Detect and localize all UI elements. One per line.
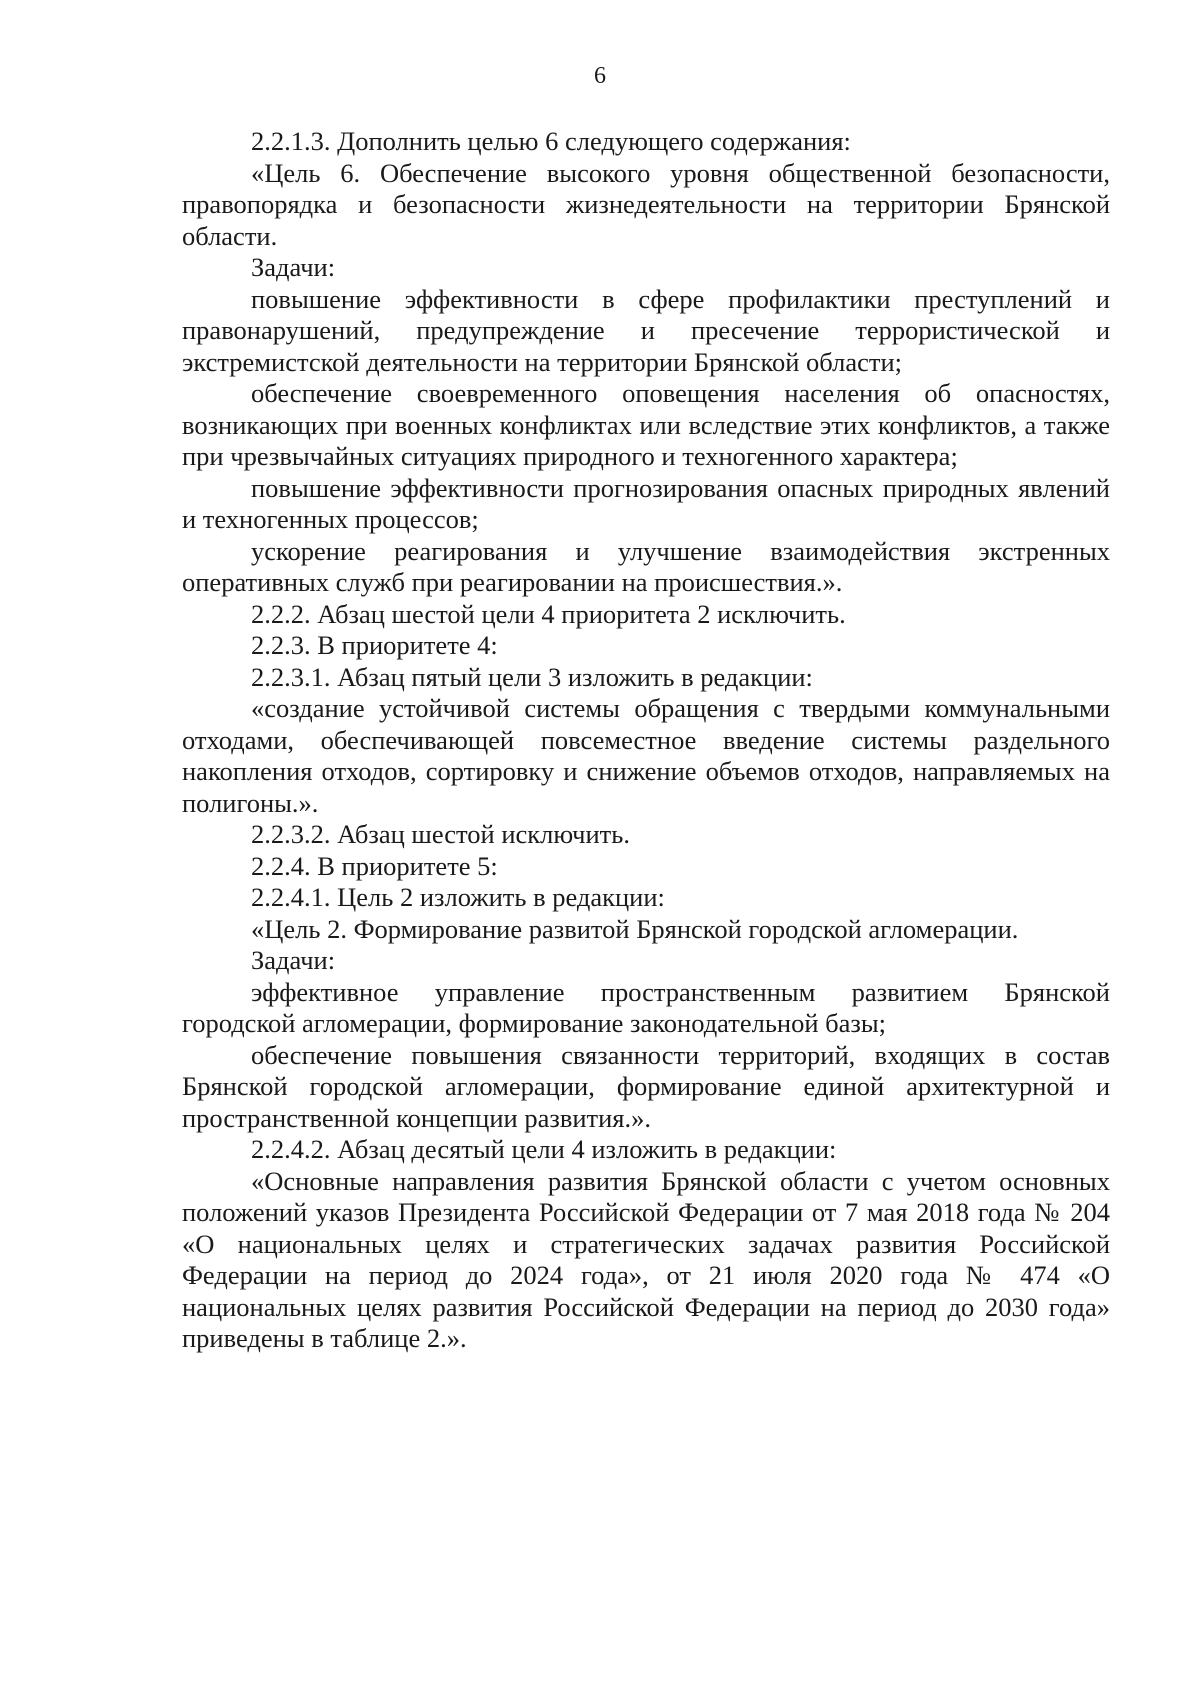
paragraph-tasks-heading: Задачи:	[251, 252, 336, 282]
paragraph-development-directions: «Основные направления развития Брянской области с учетом основных положений указов Президента Российской Федерации от 7 мая 2018 года № 204 «О национальных целях и стратегических задачах развития Российской Федерации на период до 2024 года», от 21 июля 2020 года № 474 «О национальных целях развития Российской Федерации на период до 2030 года» приведены в таблице 2.».	[182, 1165, 1110, 1353]
paragraph-goal-2: «Цель 2. Формирование развитой Брянской городской агломерации.	[251, 913, 1019, 944]
paragraph-2-2-4-2: 2.2.4.2. Абзац десятый цели 4 изложить в редакции:	[251, 1134, 837, 1164]
paragraph-2-2-3-2: 2.2.3.2. Абзац шестой исключить.	[251, 819, 630, 849]
paragraph-waste-system: «создание устойчивой системы обращения с твердыми коммунальными отходами, обеспечивающей повсеместное введение системы раздельного накопления отходов, сортировку и снижение объемов отходов, направляемых на полигоны.».	[182, 693, 1110, 818]
paragraph-goal-6: «Цель 6. Обеспечение высокого уровня общественной безопасности, правопорядка и безопасности жизнедеятельности на территории Брянской области.	[182, 157, 1110, 251]
paragraph-task-spatial-management: эффективное управление пространственным развитием Брянской городской агломерации, формирование законодательной базы;	[182, 976, 1110, 1038]
paragraph-2-2-4: 2.2.4. В приоритете 5:	[251, 850, 498, 881]
paragraph-2-2-2: 2.2.2. Абзац шестой цели 4 приоритета 2 исключить.	[251, 598, 846, 629]
paragraph-2-2-3: 2.2.3. В приоритете 4:	[251, 630, 498, 660]
paragraph-task-crime-prevention: повышение эффективности в сфере профилактики преступлений и правонарушений, предупреждение и пресечение террористической и экстремистской деятельности на территории Брянской области;	[182, 283, 1110, 377]
document-body	[182, 126, 1110, 1355]
paragraph-task-emergency-response: ускорение реагирования и улучшение взаимодействия экстренных оперативных служб при реагировании на происшествия.».	[182, 535, 1110, 597]
paragraph-task-connectivity: обеспечение повышения связанности территорий, входящих в состав Брянской городской агломерации, формирование единой архитектурной и пространственной концепции развития.».	[182, 1039, 1110, 1133]
paragraph-task-warning: обеспечение своевременного оповещения населения об опасностях, возникающих при военных конфликтах или вследствие этих конфликтов, а также при чрезвычайных ситуациях природного и техногенного характера;	[182, 378, 1110, 471]
paragraph-2-2-3-1: 2.2.3.1. Абзац пятый цели 3 изложить в редакции:	[251, 661, 813, 692]
page-number: 6	[594, 63, 606, 89]
paragraph-2-2-1-3: 2.2.1.3. Дополнить целью 6 следующего содержания:	[251, 126, 851, 156]
paragraph-task-forecasting: повышение эффективности прогнозирования опасных природных явлений и техногенных процессов;	[182, 472, 1110, 534]
paragraph-2-2-4-1: 2.2.4.1. Цель 2 изложить в редакции:	[251, 882, 665, 912]
paragraph-tasks-heading-2: Задачи:	[251, 945, 336, 975]
